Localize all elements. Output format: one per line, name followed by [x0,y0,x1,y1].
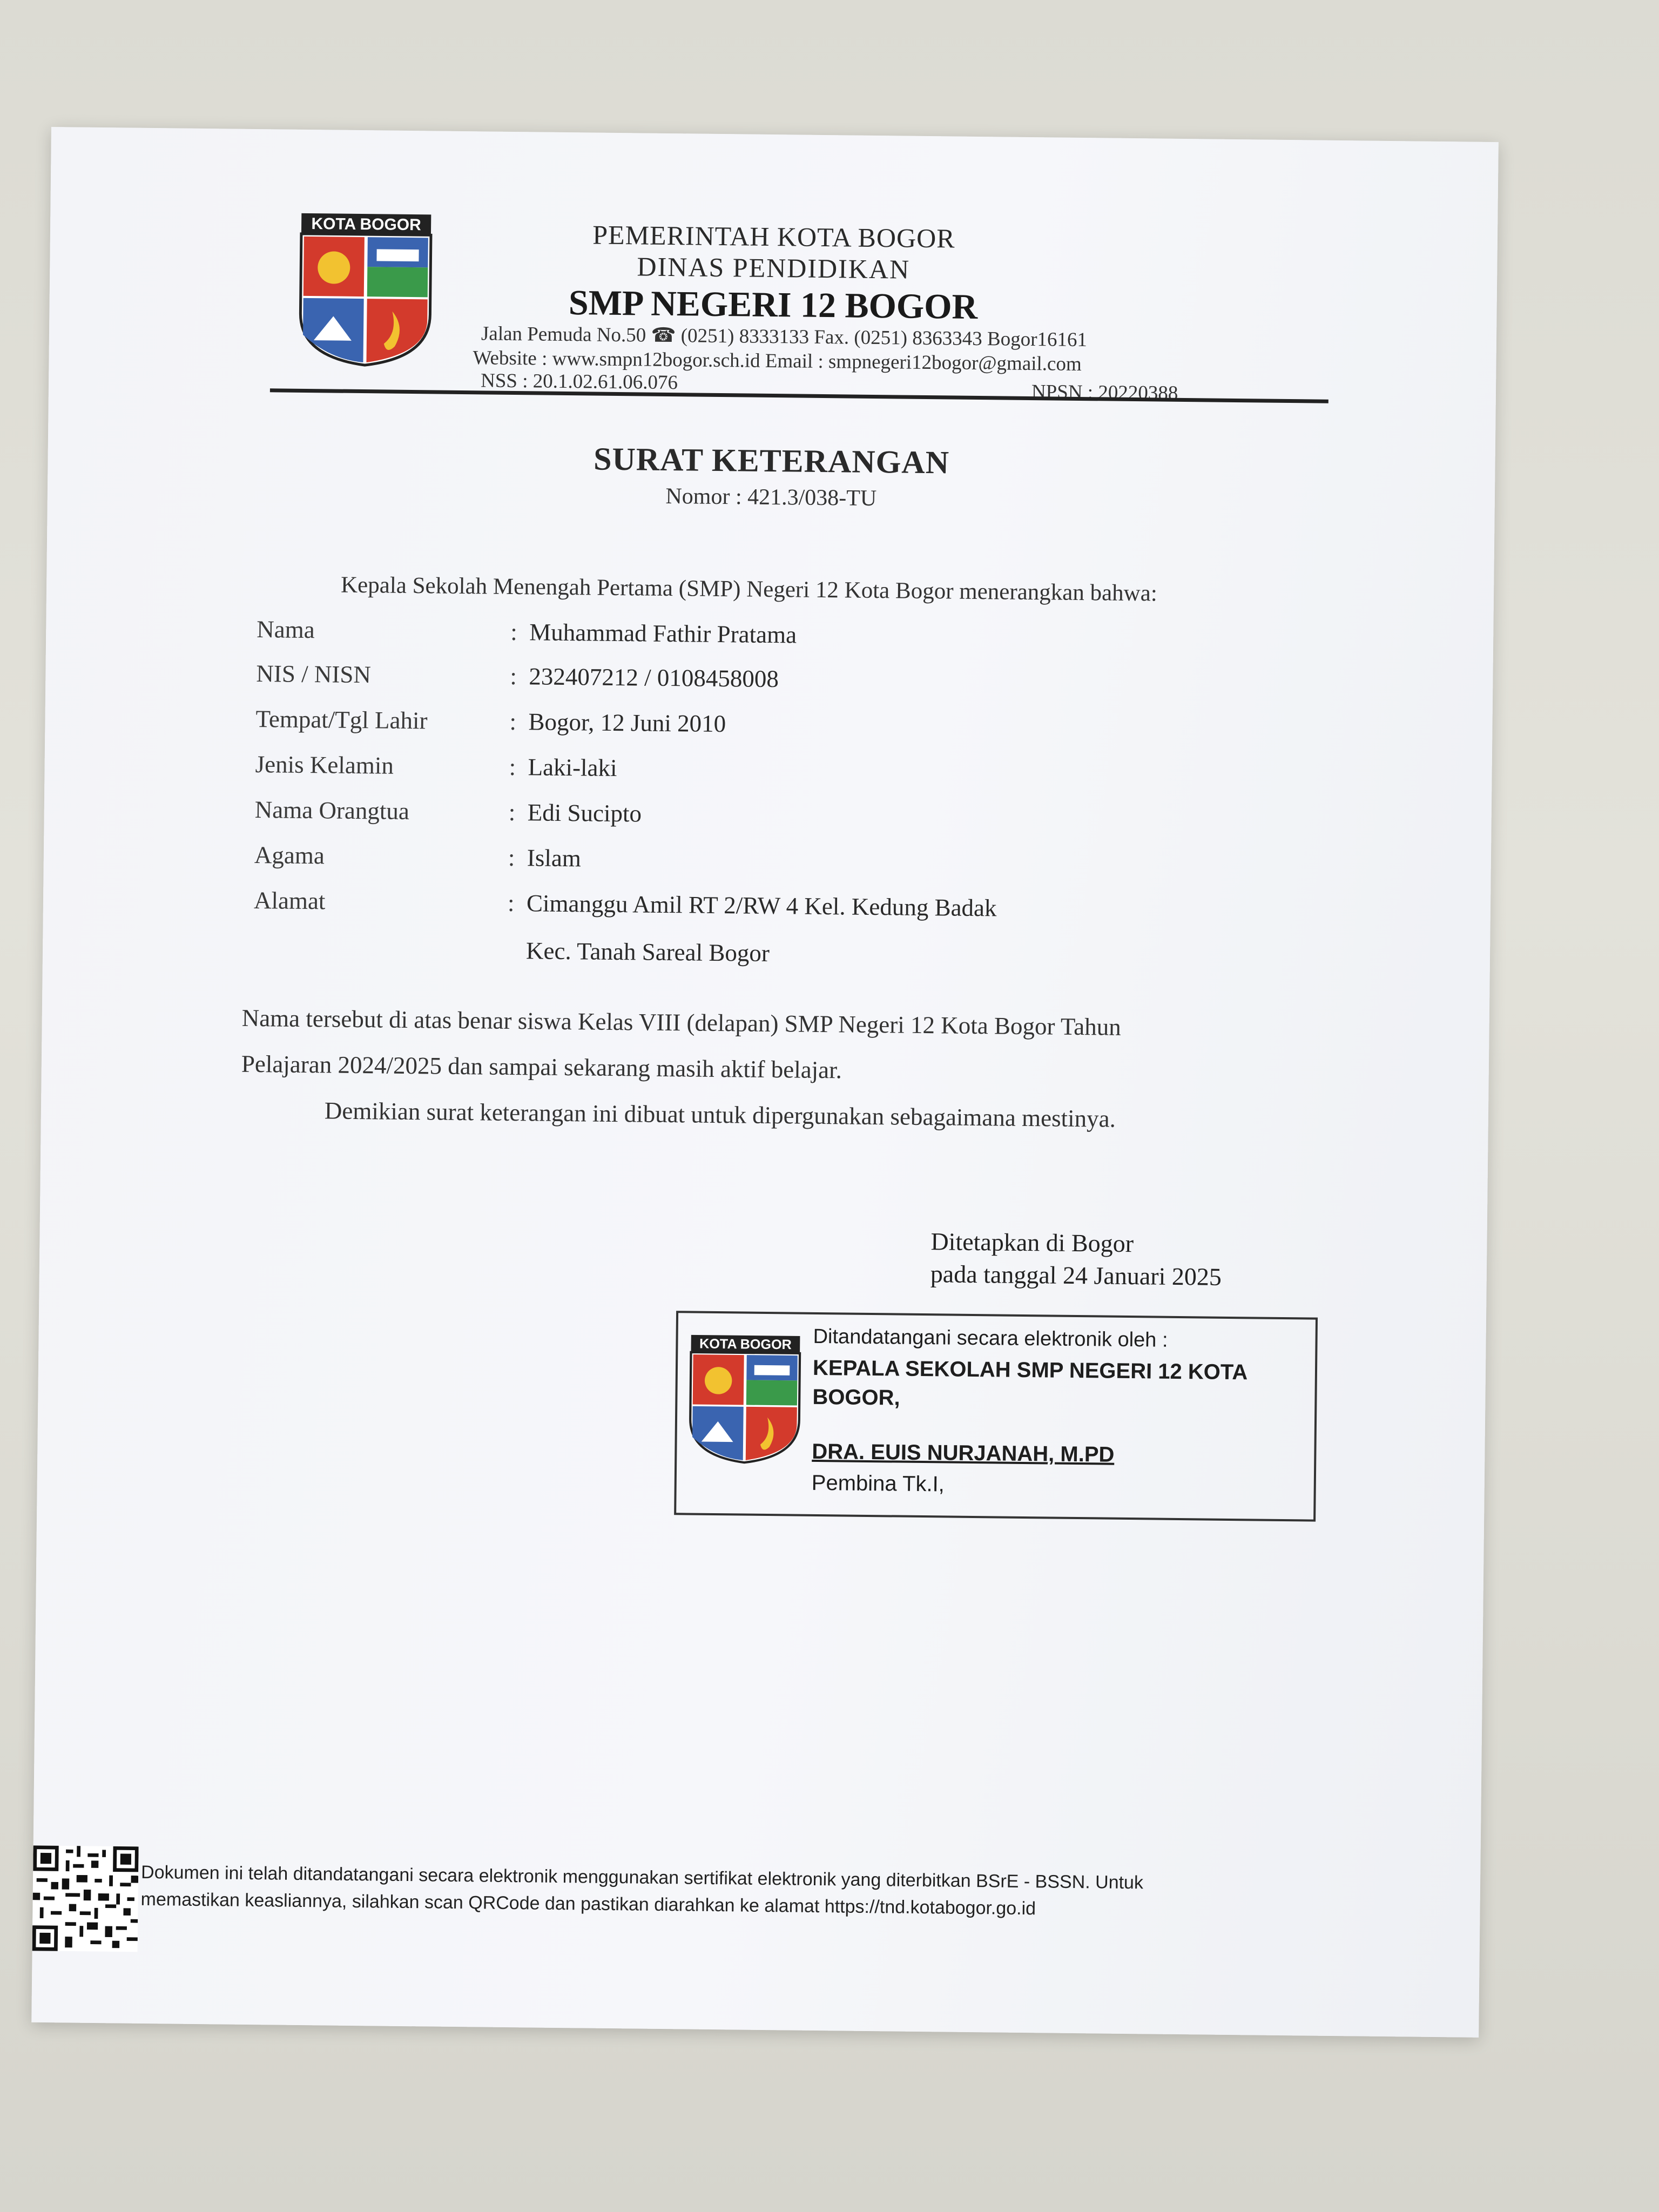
letterhead-address: Jalan Pemuda No.50 ☎ (0251) 8333133 Fax. (0251) 8363343 Bogor16161 [481,322,1088,352]
letterhead-school-name: SMP NEGERI 12 BOGOR [568,283,978,327]
footer-line1: Dokumen ini telah ditandatangani secara elektronik menggunakan sertifikat elektronik yang diterbitkan BSrE - BSSN. Untuk [140,1862,1144,1893]
field-label-nama: Nama [257,616,315,644]
field-label-birth: Tempat/Tgl Lahir [255,705,428,734]
qr-code [32,1844,139,1953]
field-colon: : [509,707,517,736]
paragraph-status-line1: Nama tersebut di atas benar siswa Kelas VIII (delapan) SMP Negeri 12 Kota Bogor Tahun [241,1004,1122,1041]
letterhead-government: PEMERINTAH KOTA BOGOR [592,219,955,254]
intro-text: Kepala Sekolah Menengah Pertama (SMP) Negeri 12 Kota Bogor menerangkan bahwa: [340,572,1158,606]
signature-date: pada tanggal 24 Januari 2025 [930,1260,1222,1291]
paragraph-status-line2: Pelajaran 2024/2025 dan sampai sekarang masih aktif belajar. [241,1050,842,1084]
field-value-nama: Muhammad Fathir Pratama [529,618,797,649]
letterhead-department: DINAS PENDIDIKAN [637,251,911,285]
field-label-parent: Nama Orangtua [254,796,410,825]
field-label-gender: Jenis Kelamin [255,751,394,779]
field-value-birth: Bogor, 12 Juni 2010 [528,708,726,738]
field-value-address: Cimanggu Amil RT 2/RW 4 Kel. Kedung Badak [526,889,997,922]
field-colon: : [510,662,517,690]
field-value-gender: Laki-laki [528,753,617,782]
letterhead-website-email: Website : www.smpn12bogor.sch.id Email : smpnegeri12bogor@gmail.com [473,347,1082,376]
paragraph-closing: Demikian surat keterangan ini dibuat untuk dipergunakan sebagaimana mestinya. [324,1097,1116,1132]
footer-line2: memastikan keasliannya, silahkan scan QRCode dan pastikan diarahkan ke alamat https://tnd.kotabogor.go.id [140,1889,1036,1919]
letterhead-nss: NSS : 20.1.02.61.06.076 [480,369,678,394]
field-colon: : [508,844,515,872]
emblem-caption: KOTA BOGOR [699,1336,792,1353]
field-label-religion: Agama [254,841,325,869]
esign-signed-by: Ditandatangani secara elektronik oleh : [813,1325,1168,1352]
signature-place: Ditetapkan di Bogor [930,1228,1134,1258]
esign-rank: Pembina Tk.I, [811,1471,945,1496]
field-label-address: Alamat [253,887,326,915]
field-value-nis: 232407212 / 0108458008 [529,663,779,693]
esign-position: KEPALA SEKOLAH SMP NEGERI 12 KOTA BOGOR, [812,1355,1247,1410]
emblem-caption: KOTA BOGOR [311,215,421,234]
esign-name: DRA. EUIS NURJANAH, M.PD [812,1439,1115,1467]
field-label-nis: NIS / NISN [256,660,372,689]
letterhead-npsn: NPSN : 20220388 [1031,381,1178,404]
document-title: SURAT KETERANGAN [593,441,950,481]
field-value-religion: Islam [527,844,582,872]
field-colon: : [508,798,516,826]
document-number: Nomor : 421.3/038-TU [665,483,877,511]
document-paper [31,127,1499,2038]
field-value-parent: Edi Sucipto [527,799,642,827]
footer-disclaimer [140,1859,1248,1924]
kota-bogor-emblem [687,1323,802,1475]
field-value-address-line2: Kec. Tanah Sareal Bogor [525,937,770,967]
field-colon: : [509,753,516,781]
field-colon: : [507,889,515,917]
electronic-signature-box [674,1311,1318,1521]
field-colon: : [510,618,518,646]
